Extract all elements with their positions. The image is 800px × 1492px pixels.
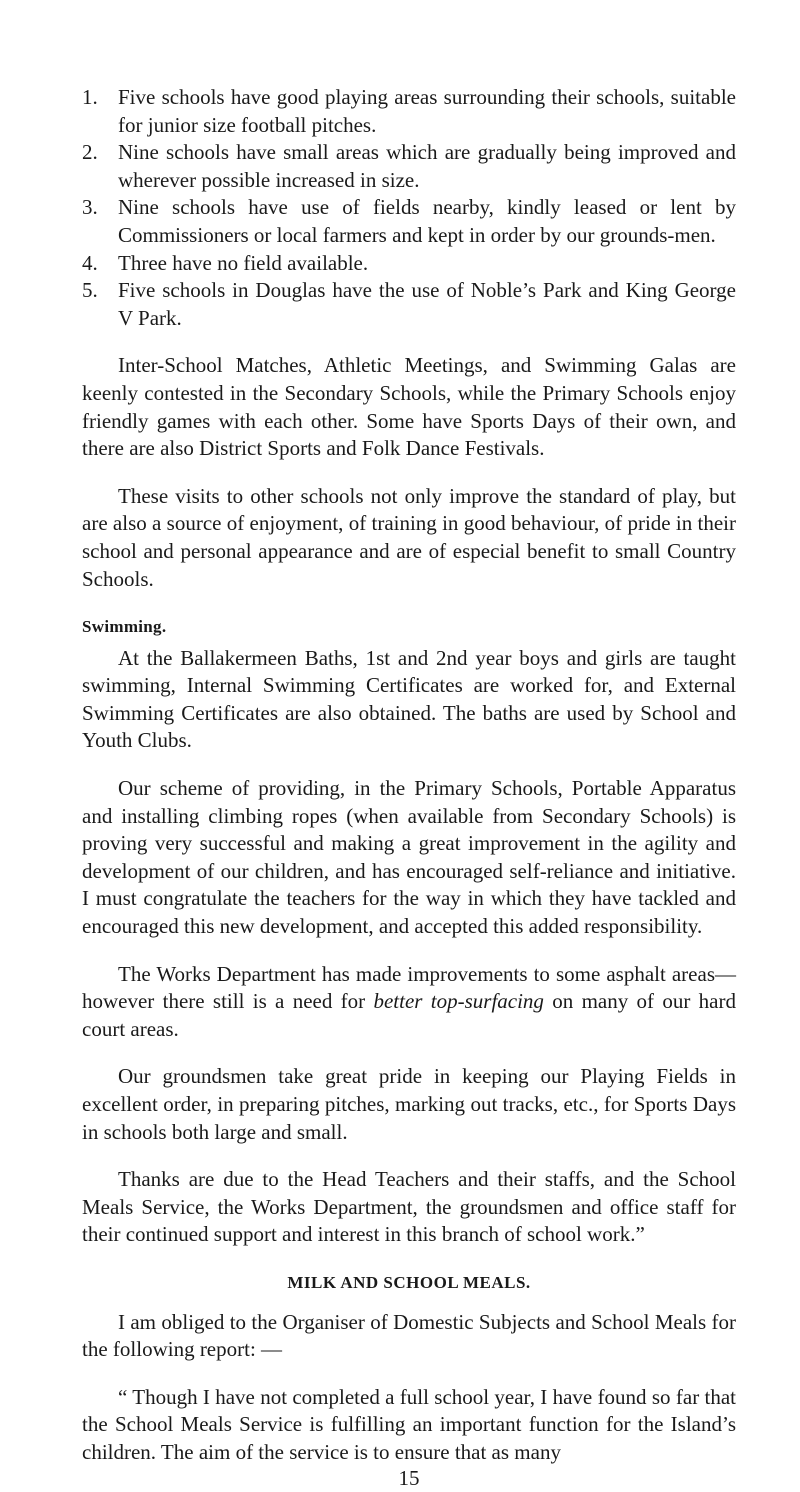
list-item-text: Nine schools have small areas which are gradually being improved and wherever possible increased in size. xyxy=(118,140,736,192)
document-page xyxy=(82,84,736,1492)
paragraph-scheme: Our scheme of providing, in the Primary Schools, Portable Apparatus and installing climbing ropes (when available from Secondary Schools) is proving very successful and making a great improvement in the agility and development of our children, and has encouraged self-reliance and initiative. I must congratulate the teachers for the way in which they have tackled and encouraged this new development, and accepted this added responsibility. xyxy=(82,776,736,939)
list-item xyxy=(82,194,736,249)
list-item xyxy=(82,139,736,194)
list-item-number: 2. xyxy=(82,140,98,165)
list-item-text: Three have no field available. xyxy=(118,250,369,275)
list-item xyxy=(82,250,736,278)
paragraph-visits: These visits to other schools not only improve the standard of play, but are also a source of enjoyment, of training in good behaviour, of pride in their school and personal appearance and are of especial benefit to small Country Schools. xyxy=(82,483,736,591)
works-emphasis: better top-surfacing xyxy=(373,989,544,1014)
playing-areas-list xyxy=(82,84,736,332)
works-text-after: on many of our hard court areas. xyxy=(82,989,736,1041)
list-item-text: Five schools in Douglas have the use of Noble’s Park and King George V Park. xyxy=(118,278,736,330)
paragraph-inter-school: Inter-School Matches, Athletic Meetings, and Swimming Galas are keenly contested in the Secondary Schools, while the Primary Schools enjoy friendly games with each other. Some have Sports Days of their own, and there are also District Sports and Folk Dance Festivals. xyxy=(82,353,736,461)
paragraph-swimming: At the Ballakermeen Baths, 1st and 2nd year boys and girls are taught swimming, Internal Swimming Certificates are worked for, and External Swimming Certificates are also obtained. The baths are used by School and Youth Clubs. xyxy=(82,645,736,753)
milk-meals-title: MILK AND SCHOOL MEALS. xyxy=(287,1272,531,1292)
list-item-number: 5. xyxy=(82,278,98,303)
page-number: 15 xyxy=(398,1465,420,1490)
list-item-number: 1. xyxy=(82,85,98,109)
list-item xyxy=(82,277,736,332)
works-text-before: The Works Department has made improvements to some asphalt areas—however there still is a need for xyxy=(82,961,736,1014)
list-item-number: 4. xyxy=(82,250,98,275)
paragraph-groundsmen: Our groundsmen take great pride in keeping our Playing Fields in excellent order, in preparing pitches, marking out tracks, etc., for Sports Days in schools both large and small. xyxy=(82,1064,736,1144)
list-item-number: 3. xyxy=(82,195,98,220)
list-item xyxy=(82,84,736,139)
list-item-text: Nine schools have use of fields nearby, kindly leased or lent by Commissioners or local farmers and kept in order by our grounds-men. xyxy=(118,195,736,247)
paragraph-though: “ Though I have not completed a full school year, I have found so far that the School Meals Service is fulfilling an important function for the Island’s children. The aim of the service is to ensure that as many xyxy=(82,1384,736,1464)
paragraph-works xyxy=(82,961,736,1044)
paragraph-thanks: Thanks are due to the Head Teachers and their staffs, and the School Meals Service, the Works Department, the groundsmen and office staff for their continued support and interest in this branch of school work.” xyxy=(82,1167,736,1247)
list-item-text: Five schools have good playing areas surrounding their schools, suitable for junior size football pitches. xyxy=(118,85,736,137)
paragraph-obliged: I am obliged to the Organiser of Domestic Subjects and School Meals for the following report: — xyxy=(82,1309,736,1362)
swimming-heading: Swimming. xyxy=(82,617,167,637)
